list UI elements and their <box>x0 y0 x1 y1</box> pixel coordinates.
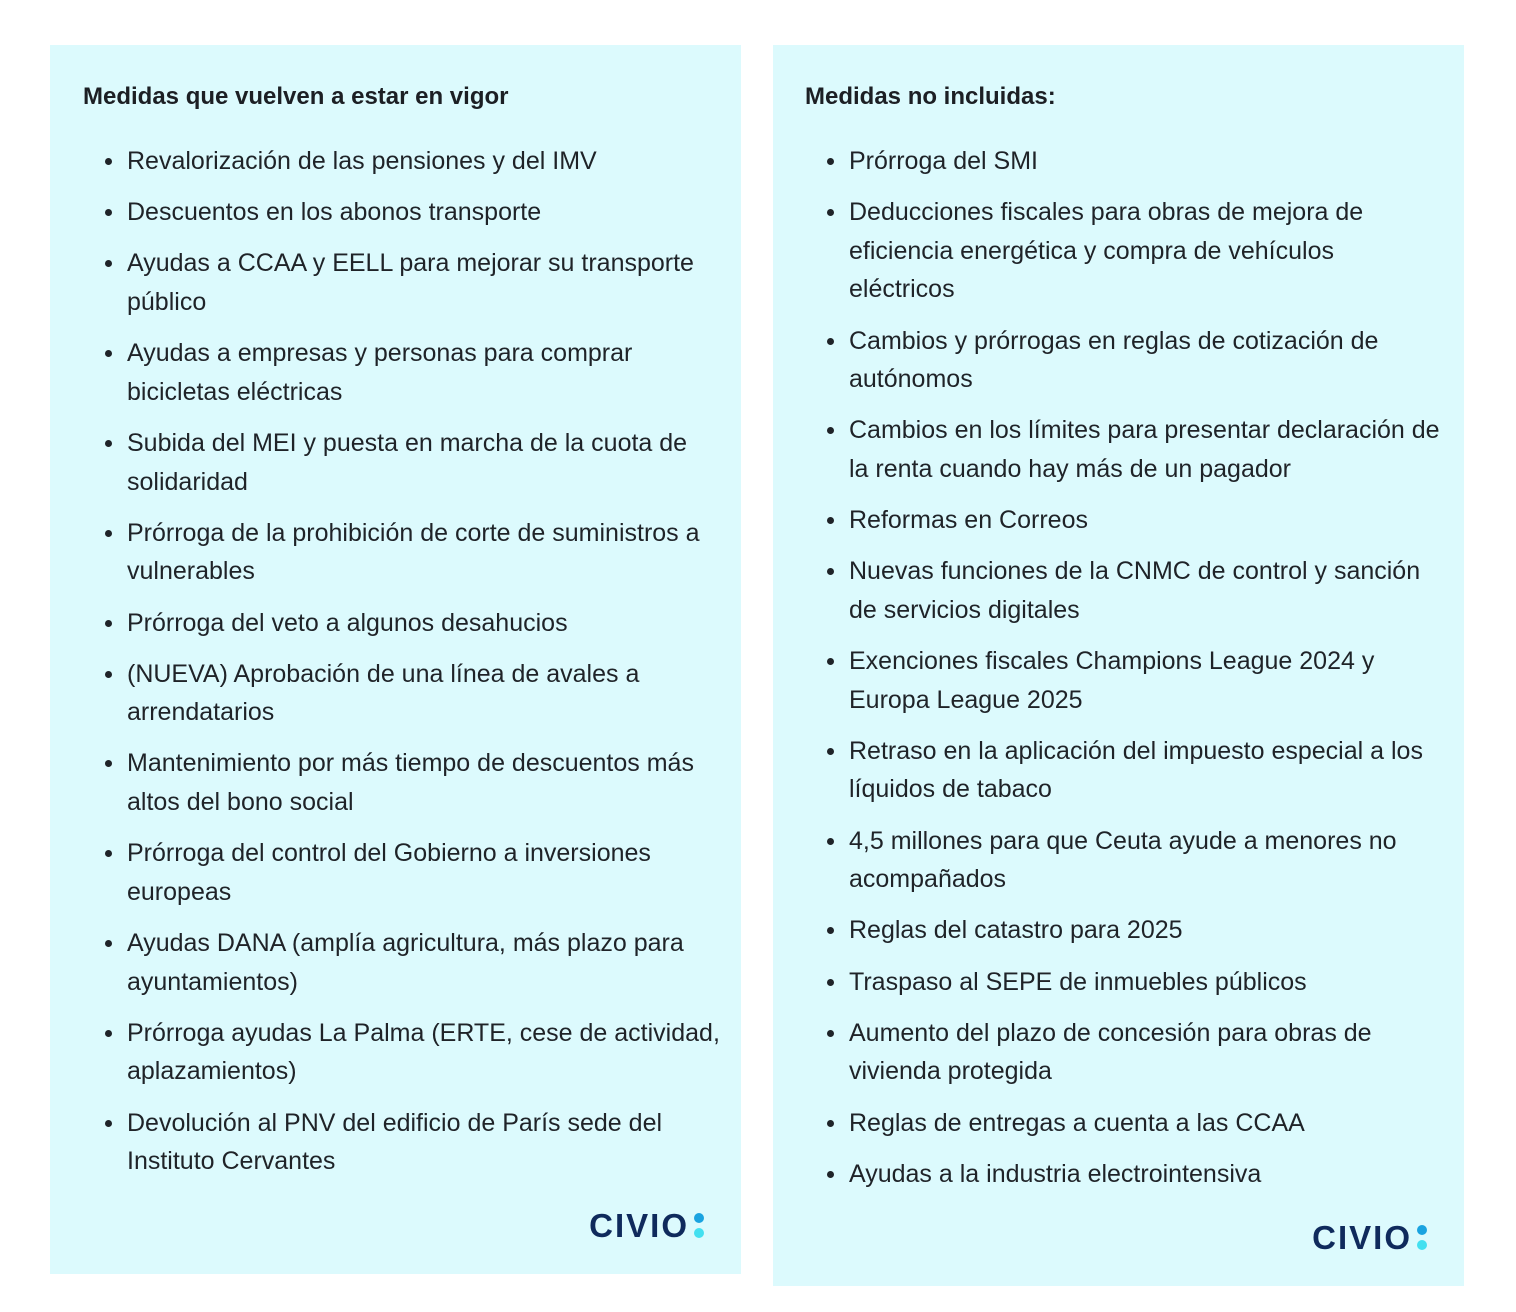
list-item-text: Descuentos en los abonos transporte <box>127 198 542 227</box>
bullet-icon <box>827 338 834 345</box>
bullet-icon <box>827 568 834 575</box>
list-item-text: Ayudas a la industria electrointensiva <box>849 1159 1262 1188</box>
bullet-icon <box>827 158 834 165</box>
list-item-text: Ayudas a CCAA y EELL para mejorar su transporte público <box>127 249 694 316</box>
list-item <box>805 501 1444 540</box>
civio-logo-text: CIVIO <box>589 1207 689 1244</box>
list-item <box>83 655 721 732</box>
list-item <box>805 732 1444 809</box>
bullet-icon <box>105 671 112 678</box>
list-item-text: Prórroga ayudas La Palma (ERTE, cese de actividad, aplazamientos) <box>127 1018 720 1086</box>
list-item <box>83 193 721 232</box>
list-item <box>83 334 721 411</box>
list-item-text: Nuevas funciones de la CNMC de control y sanción de servicios digitales <box>849 557 1421 624</box>
list-item-text: Cambios y prórrogas en reglas de cotización de autónomos <box>849 326 1379 394</box>
list-item-text: Prórroga del veto a algunos desahucios <box>127 608 568 637</box>
list-item-text: (NUEVA) Aprobación de una línea de avales a arrendatarios <box>127 659 640 727</box>
list-item-text: Devolución al PNV del edificio de París sede del Instituto Cervantes <box>127 1108 663 1176</box>
panel-measures-back-in-force <box>50 45 741 1274</box>
bullet-icon <box>105 530 112 537</box>
list-item <box>83 604 721 643</box>
bullet-icon <box>827 1120 834 1127</box>
bullet-icon <box>105 158 112 165</box>
list-item <box>83 924 721 1001</box>
panel-measures-not-included <box>773 45 1464 1286</box>
civio-logo-dots-icon <box>1417 1225 1427 1250</box>
bullet-icon <box>827 1030 834 1037</box>
list-item <box>805 1014 1444 1091</box>
list-item-text: Revalorización de las pensiones y del IMV <box>127 147 597 175</box>
list-item <box>805 1104 1444 1143</box>
list-item <box>83 1014 721 1091</box>
list-item <box>83 514 721 591</box>
list-item <box>805 322 1444 399</box>
list-item <box>805 642 1444 719</box>
list-item-text: Prórroga del control del Gobierno a inversiones europeas <box>127 839 651 906</box>
panel-title: Medidas que vuelven a estar en vigor <box>83 83 509 110</box>
list-item <box>805 193 1444 309</box>
list-item-text: Retraso en la aplicación del impuesto especial a los líquidos de tabaco <box>849 736 1423 804</box>
list-item <box>83 1104 721 1181</box>
list-item-text: Prórroga de la prohibición de corte de suministros a vulnerables <box>127 518 700 586</box>
list-item-text: Reglas de entregas a cuenta a las CCAA <box>849 1108 1305 1137</box>
bullet-icon <box>105 1030 112 1037</box>
civio-logo <box>1312 1221 1427 1254</box>
bullet-icon <box>105 260 112 267</box>
panel-title: Medidas no incluidas: <box>805 83 1056 110</box>
list-item-text: Reglas del catastro para 2025 <box>849 916 1183 945</box>
list-item <box>83 744 721 821</box>
bullet-icon <box>105 350 112 357</box>
civio-logo-text: CIVIO <box>1312 1219 1412 1256</box>
list-item-text: Exenciones fiscales Champions League 2024 y Europa League 2025 <box>849 647 1375 714</box>
list-item <box>83 834 721 911</box>
bullet-icon <box>827 209 834 216</box>
list-item <box>805 822 1444 899</box>
measures-list <box>83 142 721 1181</box>
list-item <box>83 424 721 501</box>
list-item-text: Deducciones fiscales para obras de mejora de eficiencia energética y compra de vehículos eléctricos <box>849 198 1364 304</box>
civio-logo <box>589 1209 704 1242</box>
list-item-text: Cambios en los límites para presentar declaración de la renta cuando hay más de un pagador <box>849 416 1440 483</box>
list-item <box>83 244 721 321</box>
list-item-text: Mantenimiento por más tiempo de descuentos más altos del bono social <box>127 749 694 817</box>
bullet-icon <box>827 517 834 524</box>
list-item <box>805 963 1444 1002</box>
list-item <box>805 411 1444 488</box>
bullet-icon <box>105 440 112 447</box>
bullet-icon <box>105 850 112 857</box>
list-item-text: 4,5 millones para que Ceuta ayude a menores no acompañados <box>849 826 1397 894</box>
list-item-text: Reformas en Correos <box>849 506 1088 535</box>
list-item-text: Ayudas a empresas y personas para comprar bicicletas eléctricas <box>127 339 633 406</box>
bullet-icon <box>105 209 112 216</box>
list-item <box>805 142 1444 181</box>
list-item-text: Subida del MEI y puesta en marcha de la cuota de solidaridad <box>127 428 688 496</box>
list-item-text: Ayudas DANA (amplía agricultura, más plazo para ayuntamientos) <box>127 929 684 996</box>
bullet-icon <box>827 658 834 665</box>
bullet-icon <box>827 927 834 934</box>
list-item-text: Aumento del plazo de concesión para obras de vivienda protegida <box>849 1018 1372 1086</box>
bullet-icon <box>105 940 112 947</box>
bullet-icon <box>827 427 834 434</box>
bullet-icon <box>827 838 834 845</box>
list-item <box>805 552 1444 629</box>
list-item <box>805 911 1444 950</box>
bullet-icon <box>105 760 112 767</box>
bullet-icon <box>105 620 112 627</box>
bullet-icon <box>105 1120 112 1127</box>
bullet-icon <box>827 979 834 986</box>
list-item-text: Traspaso al SEPE de inmuebles públicos <box>849 967 1307 996</box>
bullet-icon <box>827 1171 834 1178</box>
list-item <box>83 142 721 181</box>
list-item-text: Prórroga del SMI <box>849 147 1038 175</box>
civio-logo-dots-icon <box>694 1213 704 1238</box>
list-item <box>805 1155 1444 1194</box>
measures-list <box>805 142 1444 1193</box>
bullet-icon <box>827 748 834 755</box>
